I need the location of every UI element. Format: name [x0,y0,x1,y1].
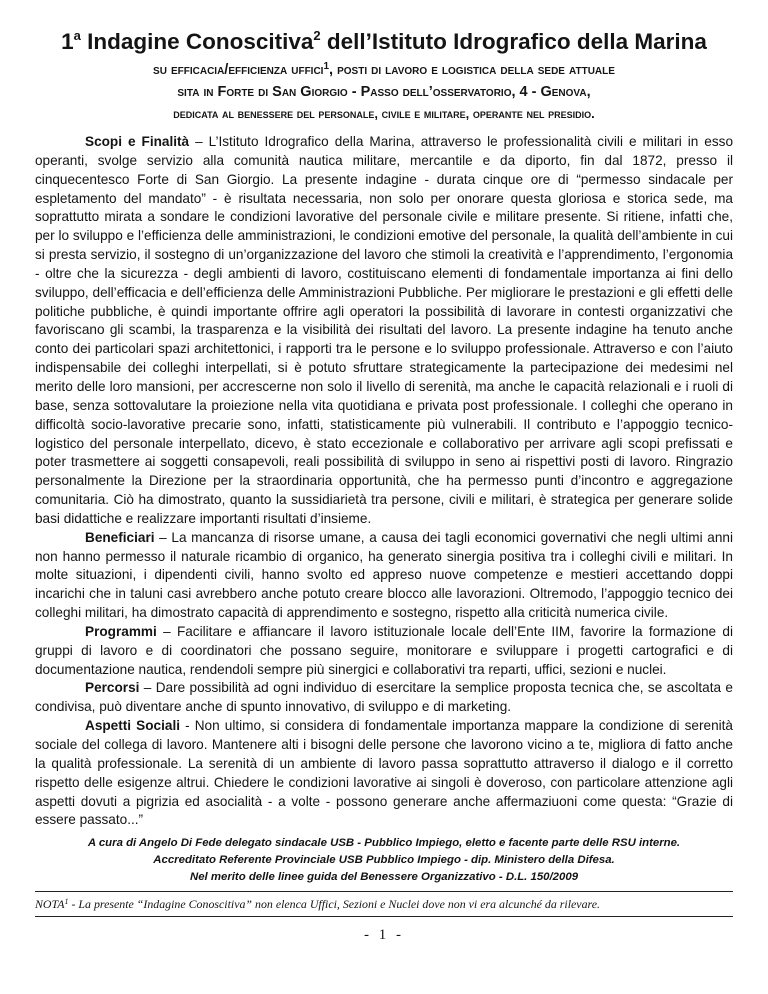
subtitle-line-3: dedicata al benessere del personale, civile e militare, operante nel presidio. [173,106,595,121]
page-title [35,28,733,56]
section-heading: Aspetti Sociali [85,718,180,734]
footnote-text: - La presente “Indagine Conoscitiva” non elenca Uffici, Sezioni e Nuclei dove non vi era alcunché da rilevare. [68,897,600,912]
credits-block [35,835,733,886]
section-text: - Non ultimo, si considera di fondamentale importanza mappare la condizione di serenità sociale del collega di lavoro. Mantenere alti i bisogni delle persone che lavorono vicino a te, migliora di fatto anche la qualità professionale. La serenità di un ambiente di lavoro passa soprattutto attraverso il dialogo e il corretto rispetto delle esigenze altrui. Chiedere le condizioni lavorative ai singoli è doveroso, con particolare attenzione agli aspetti dovuti a pigrizia ed asocialità - a volte - possono generare anche affermaziuoni come questa: “Grazie di essere passato...” [35,718,733,828]
credits-line: Accreditato Referente Provinciale USB Pubblico Impiego - dip. Ministero della Difesa. [153,854,615,867]
footnote [35,895,733,913]
title-ordinal: a [73,28,81,43]
page-number: - 1 - [364,927,404,944]
section-text: – L’Istituto Idrografico della Marina, attraverso le professionalità civili e militari in esso operanti, svolge servizio alla comunità nautica militare, mercantile e da diporto, fin dal 1872, presso il cinquecentesco Forte di San Giorgio. La presente indagine - durata cinque ore di “permesso sindacale per espletamento del mandato” - è risultata necessaria, non solo per onorare questa gloriosa e storica sede, ma soprattutto mirata a sondare le condizioni lavorative del personale civile e militare presente. Si ritiene, infatti che, per lo sviluppo e l’efficienza delle amministrazioni, le condizioni emotive del personale, la qualità dell’ambiente in cui si presta servizio, il sostegno di un’organizzazione del lavoro che stimoli la creatività e l’apprendimento, l’ergonomia - oltre che la sicurezza - degli ambienti di lavoro, costituiscano elementi di fondamentale importanza ai fini dello sviluppo, dell’efficacia e dell’efficienza delle Amministrazioni Pubbliche. Per migliorare le prestazioni e gli effetti delle politiche pubbliche, è quindi importante offrire agli operatori la possibilità di lavorare in contesti organizzativi che favoriscano gli scambi, la trasparenza e la visibilità dei risultati del lavoro. La presente indagine ha tenuto anche conto dei particolari spazi architettonici, i rapporti tra le persone e lo sviluppo professionale. Attraverso e con l’aiuto indispensabile dei colleghi interpellati, si è potuto sfruttare strategicamente la partecipazione dei medesimi nel merito delle loro mansioni, per accrescerne non solo il livello di serenità, ma anche le capacità relazionali e i ruoli di base, senza sottovalutare la proiezione nella vita quotidiana e privata post professionale. I colleghi che operano in difficoltà socio-lavorative precarie sono, infatti, statisticamente più vulnerabili. Il contributo e l’appoggio tecnico-logistico del personale interpellato, dicevo, è stato eccezionale e collaborativo per arrivare agli scopi prefissati e poter trasmettere ai soggetti consapevoli, reali possibilità di sviluppo in seno ai rispettivi posti di lavoro. Ringrazio personalmente la Direzione per la straordinaria opportunità, che ha permesso punti d’incontro e aggregazione comunitaria. Ciò ha dimostrato, quanto la sussidiarietà tra persone, civili e militari, è strategica per generare solide basi didattiche e realizzare importanti risultati d’insieme. [35,134,734,526]
section-text: – La mancanza di risorse umane, a causa dei tagli economici governativi che negli ultimi anni non hanno permesso il naturale ricambio di organico, ha generato sinergia positiva tra i colleghi civili e militari. In molte situazioni, i dipendenti civili, hanno svolto ed appreso nuove competenze e mestieri accettando doppi incarichi che in taluni casi avrebbero anche potuto creare blocco alle lavorazioni. Oltremodo, l’appoggio tecnico dei colleghi militari, ha dimostrato capacità di apprendimento e sostegno, rispetto alla criticità numerica civile. [35,529,733,621]
document-page [35,28,733,944]
section-programmi [35,623,733,680]
credits-line: A cura di Angelo Di Fede delegato sindacale USB - Pubblico Impiego, eletto e facente parte delle RSU interne. [87,837,681,850]
credits-line: Nel merito delle linee guida del Benessere Organizzativo - D.L. 150/2009 [189,871,579,884]
section-percorsi [35,679,733,717]
section-text: – Dare possibilità ad ogni individuo di esercitare la semplice proposta tecnica che, se ascoltata e condivisa, può diventare anche di spunto innovativo, di sviluppo e di marketing. [35,680,733,715]
divider [35,891,733,892]
subtitle-1-part-a: su efficacia/efficienza uffici [153,62,324,78]
subtitle-line-2: sita in Forte di San Giorgio - Passo dell’osservatorio, 4 - Genova, [177,84,591,100]
section-heading: Programmi [85,623,157,639]
section-beneficiari [35,529,733,623]
title-part-b: dell’Istituto Idrografico della Marina [326,29,707,54]
section-heading: Beneficiari [85,529,155,545]
divider [35,916,733,917]
title-number: 1 [61,29,74,54]
subtitle-line-1 [35,59,733,81]
section-heading: Percorsi [85,680,140,696]
footnote-mark: 1 [64,897,69,907]
section-text: – Facilitare e affiancare il lavoro istituzionale locale dell’Ente IIM, favorire la formazione di gruppi di lavoro e di coordinatori che possano seguire, monitorare e sviluppare i progetti cartografici e di documentazione nautica, rendendoli sempre più sinergici e collaborativi tra reparti, uffici, sezioni e nuclei. [35,623,733,677]
body-text [35,133,733,830]
footnote-label: NOTA [35,897,65,912]
subtitle-footnote-mark: 1 [323,61,330,72]
section-heading: Scopi e Finalità [85,134,190,149]
subtitle-1-part-b: , posti di lavoro e logistica della sede attuale [329,62,615,78]
title-footnote-mark: 2 [313,28,321,43]
section-aspetti-sociali [35,717,733,830]
title-part-a: Indagine Conoscitiva [87,29,314,54]
section-scopi [35,133,733,529]
